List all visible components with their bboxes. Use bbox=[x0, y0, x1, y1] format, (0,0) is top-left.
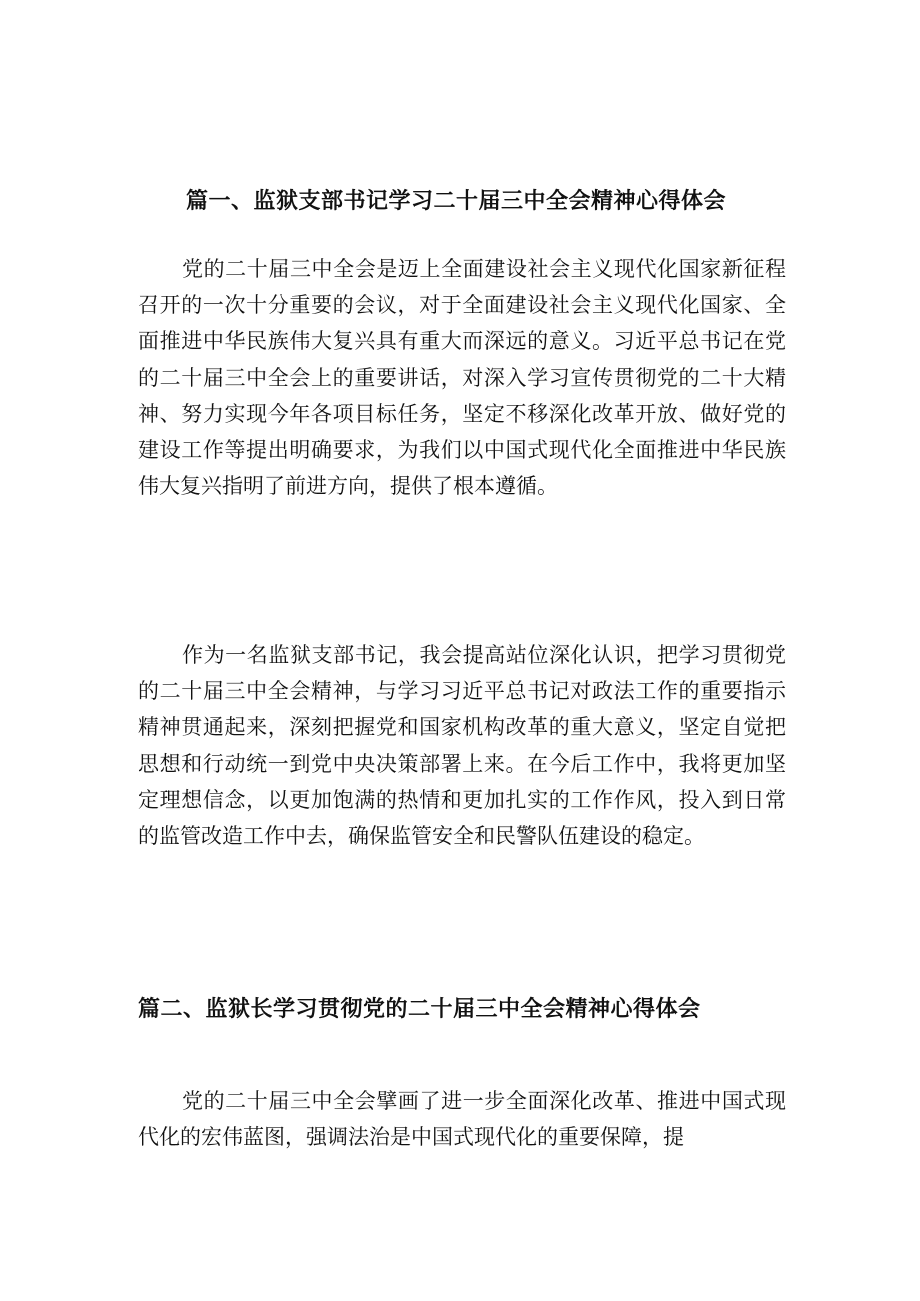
section-2-paragraph-1: 党的二十届三中全会擘画了进一步全面深化改革、推进中国式现代化的宏伟蓝图，强调法治是中国式现代化的重要保障，提 bbox=[138, 1089, 786, 1150]
section-1-title: 篇一、监狱支部书记学习二十届三中全会精神心得体会 bbox=[186, 189, 727, 214]
section-1-paragraph-1: 党的二十届三中全会是迈上全面建设社会主义现代化国家新征程召开的一次十分重要的会议，对于全面建设社会主义现代化国家、全面推进中华民族伟大复兴具有重大而深远的意义。习近平总书记在党的二十届三中全会上的重要讲话，对深入学习宣传贯彻党的二十大精神、努力实现今年各项目标任务，坚定不移深化改革开放、做好党的建设工作等提出明确要求，为我们以中国式现代化全面推进中华民族伟大复兴指明了前进方向，提供了根本遵循。 bbox=[138, 257, 786, 499]
section-2-title: 篇二、监狱长学习贯彻党的二十届三中全会精神心得体会 bbox=[138, 997, 701, 1022]
section-1-paragraph-2: 作为一名监狱支部书记，我会提高站位深化认识，把学习贯彻党的二十届三中全会精神，与学习习近平总书记对政法工作的重要指示精神贯通起来，深刻把握党和国家机构改革的重大意义，坚定自觉把思想和行动统一到党中央决策部署上来。在今后工作中，我将更加坚定理想信念，以更加饱满的热情和更加扎实的工作作风，投入到日常的监管改造工作中去，确保监管安全和民警队伍建设的稳定。 bbox=[138, 643, 786, 849]
